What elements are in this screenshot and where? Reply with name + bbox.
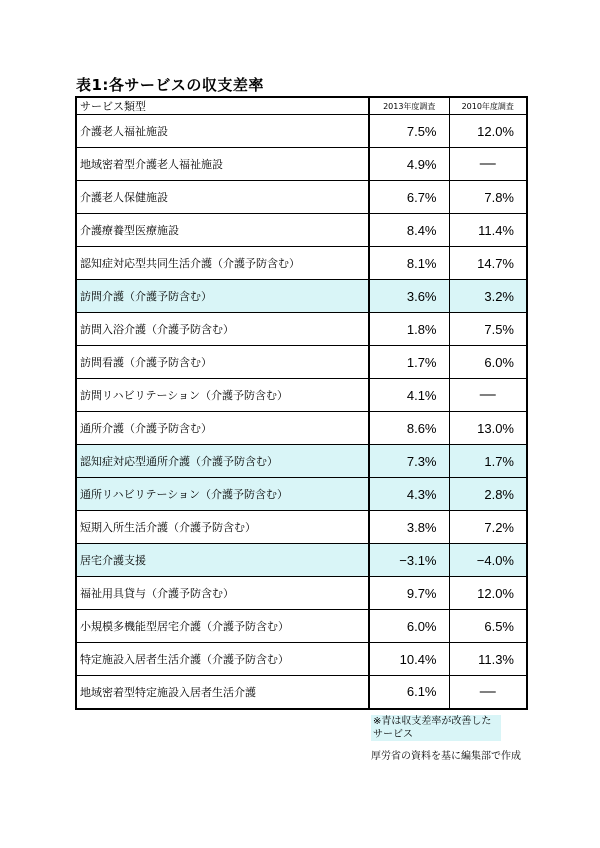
- service-name: 通所介護（介護予防含む）: [76, 412, 369, 445]
- value-2013: 9.7%: [369, 577, 449, 610]
- value-2013: 3.6%: [369, 280, 449, 313]
- table-row: [76, 511, 527, 544]
- service-name: 地域密着型特定施設入居者生活介護: [76, 676, 369, 709]
- service-name: 地域密着型介護老人福祉施設: [76, 148, 369, 181]
- header-row: [76, 97, 527, 115]
- service-name: 訪問リハビリテーション（介護予防含む）: [76, 379, 369, 412]
- service-name: 通所リハビリテーション（介護予防含む）: [76, 478, 369, 511]
- table-row: [76, 247, 527, 280]
- table-row: [76, 115, 527, 148]
- value-2010: 12.0%: [449, 115, 527, 148]
- value-2013: 4.9%: [369, 148, 449, 181]
- service-name: 短期入所生活介護（介護予防含む）: [76, 511, 369, 544]
- value-2013: −3.1%: [369, 544, 449, 577]
- service-name: 特定施設入居者生活介護（介護予防含む）: [76, 643, 369, 676]
- value-2013: 6.0%: [369, 610, 449, 643]
- service-name: 介護療養型医療施設: [76, 214, 369, 247]
- table-row: [76, 313, 527, 346]
- value-2013: 4.3%: [369, 478, 449, 511]
- table-title: 表1:各サービスの収支差率: [76, 76, 264, 94]
- service-name: 介護老人福祉施設: [76, 115, 369, 148]
- value-2013: 8.6%: [369, 412, 449, 445]
- service-name: 訪問入浴介護（介護予防含む）: [76, 313, 369, 346]
- value-2013: 8.4%: [369, 214, 449, 247]
- value-2010: 14.7%: [449, 247, 527, 280]
- value-2010: —: [449, 148, 527, 181]
- value-2010: 7.5%: [449, 313, 527, 346]
- income-margin-table: [75, 96, 528, 710]
- service-name: 介護老人保健施設: [76, 181, 369, 214]
- value-2010: 2.8%: [449, 478, 527, 511]
- value-2013: 8.1%: [369, 247, 449, 280]
- value-2013: 1.8%: [369, 313, 449, 346]
- table-row: [76, 577, 527, 610]
- value-2010: 13.0%: [449, 412, 527, 445]
- table-row: [76, 610, 527, 643]
- table-row: [76, 643, 527, 676]
- value-2010: 6.0%: [449, 346, 527, 379]
- value-2013: 10.4%: [369, 643, 449, 676]
- table-row: [76, 148, 527, 181]
- legend-note: ※青は収支差率が改善したサービス: [371, 715, 501, 741]
- value-2010: —: [449, 676, 527, 709]
- table-row: [76, 478, 527, 511]
- table-row: [76, 214, 527, 247]
- header-2013: 2013年度調査: [369, 97, 449, 115]
- value-2010: −4.0%: [449, 544, 527, 577]
- value-2010: 7.8%: [449, 181, 527, 214]
- value-2013: 3.8%: [369, 511, 449, 544]
- service-name: 訪問看護（介護予防含む）: [76, 346, 369, 379]
- service-name: 認知症対応型通所介護（介護予防含む）: [76, 445, 369, 478]
- service-name: 認知症対応型共同生活介護（介護予防含む）: [76, 247, 369, 280]
- table-row: [76, 445, 527, 478]
- value-2010: 6.5%: [449, 610, 527, 643]
- header-service: サービス類型: [76, 97, 369, 115]
- value-2010: 3.2%: [449, 280, 527, 313]
- value-2013: 7.5%: [369, 115, 449, 148]
- table-row: [76, 412, 527, 445]
- table-row: [76, 676, 527, 709]
- value-2010: 11.4%: [449, 214, 527, 247]
- value-2013: 4.1%: [369, 379, 449, 412]
- header-2010: 2010年度調査: [449, 97, 527, 115]
- value-2013: 6.7%: [369, 181, 449, 214]
- table-row: [76, 544, 527, 577]
- table-row: [76, 379, 527, 412]
- value-2010: 7.2%: [449, 511, 527, 544]
- value-2013: 1.7%: [369, 346, 449, 379]
- table-row: [76, 280, 527, 313]
- service-name: 居宅介護支援: [76, 544, 369, 577]
- value-2013: 7.3%: [369, 445, 449, 478]
- value-2010: 1.7%: [449, 445, 527, 478]
- service-name: 訪問介護（介護予防含む）: [76, 280, 369, 313]
- table-row: [76, 346, 527, 379]
- value-2010: —: [449, 379, 527, 412]
- table-row: [76, 181, 527, 214]
- service-name: 福祉用具貸与（介護予防含む）: [76, 577, 369, 610]
- source-note: 厚労省の資料を基に編集部で作成: [371, 751, 521, 762]
- service-name: 小規模多機能型居宅介護（介護予防含む）: [76, 610, 369, 643]
- value-2010: 12.0%: [449, 577, 527, 610]
- value-2010: 11.3%: [449, 643, 527, 676]
- value-2013: 6.1%: [369, 676, 449, 709]
